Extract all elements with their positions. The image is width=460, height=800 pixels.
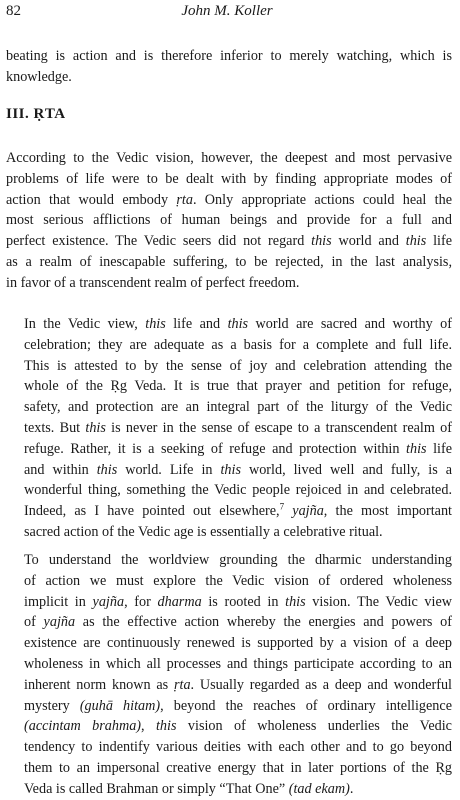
paragraph-worldview xyxy=(6,550,452,800)
text-line: action that would embody ṛta. Only appropriate actions could heal the xyxy=(6,191,452,208)
text-line: most serious afflictions of human beings and provide for a full and xyxy=(6,212,452,229)
text-segment: Indeed, as I have pointed out elsewhere, xyxy=(24,503,280,520)
text-line: wholeness in which all processes and things participate according to an xyxy=(24,655,452,672)
text-segment: yajña, the most important xyxy=(292,503,453,520)
paragraph-vedic-view xyxy=(6,314,452,543)
text-line: According to the Vedic vision, however, the deepest and most pervasive xyxy=(6,150,452,166)
paragraph-vedic-vision xyxy=(6,148,452,294)
footnote-marker[interactable]: 7 xyxy=(279,501,285,512)
text-line: wonderful thing, something the Vedic people rejoiced in and celebrated. xyxy=(24,482,452,499)
text-line: safety, and protection are an integral part of the liturgy of the Vedic xyxy=(24,399,452,416)
text-line: in favor of a transcendent realm of perfect freedom. xyxy=(6,274,300,291)
text-line: (accintam brahma), this vision of wholeness underlies the Vedic xyxy=(24,718,452,735)
text-line: tendency to indentify various deities with each other and to go beyond xyxy=(24,739,452,756)
text-line: implicit in yajña, for dharma is rooted in this vision. The Vedic view xyxy=(24,593,452,610)
text-line: problems of life were to be dealt with by finding appropriate modes of xyxy=(6,170,452,187)
text-line: sacred action of the Vedic age is essentially a celebrative ritual. xyxy=(24,523,383,540)
text-line: This is attested to by the sense of joy and celebration attending the xyxy=(24,357,452,374)
text-line: mystery (guhā hitam), beyond the reaches of ordinary intelligence xyxy=(24,697,452,714)
text-line: whole of the Ṛg Veda. It is true that prayer and petition for refuge, xyxy=(24,378,452,395)
text-line: knowledge. xyxy=(6,68,72,85)
running-head: John M. Koller xyxy=(181,3,273,19)
text-line: perfect existence. The Vedic seers did not regard this world and this life xyxy=(6,233,452,250)
page-number: 82 xyxy=(6,3,21,19)
page-header xyxy=(6,3,448,25)
text-line: and within this world. Life in this world, lived well and fully, is a xyxy=(24,461,452,478)
text-line: existence are continuously renewed is supported by a vision of a deep xyxy=(24,635,452,652)
text-line: as a realm of inescapable suffering, to be rejected, in the last analysis, xyxy=(6,253,452,270)
text-line: Veda is called Brahman or simply “That One” (tad ekam). xyxy=(24,780,354,797)
text-line: In the Vedic view, this life and this world are sacred and worthy of xyxy=(24,316,452,332)
paragraph-continued xyxy=(6,46,452,88)
text-line: inherent norm known as ṛta. Usually regarded as a deep and wonderful xyxy=(24,676,452,693)
text-line: them to an impersonal creative energy that in later portions of the Ṛg xyxy=(24,759,452,776)
text-line: texts. But this is never in the sense of escape to a transcendent realm of xyxy=(24,419,452,436)
text-line: refuge. Rather, it is a seeking of refuge and protection within this life xyxy=(24,440,452,457)
text-line: beating is action and is therefore inferior to merely watching, which is xyxy=(6,48,452,64)
text-line: of yajña as the effective action whereby the energies and powers of xyxy=(24,614,452,631)
section-heading: III. ṚTA xyxy=(6,106,66,122)
text-line-with-footnote xyxy=(6,501,452,522)
text-line: of action we must explore the Vedic vision of ordered wholeness xyxy=(24,572,452,589)
text-line: celebration; they are adequate as a basis for a complete and full life. xyxy=(24,336,452,353)
text-line: To understand the worldview grounding the dharmic understanding xyxy=(24,552,452,568)
